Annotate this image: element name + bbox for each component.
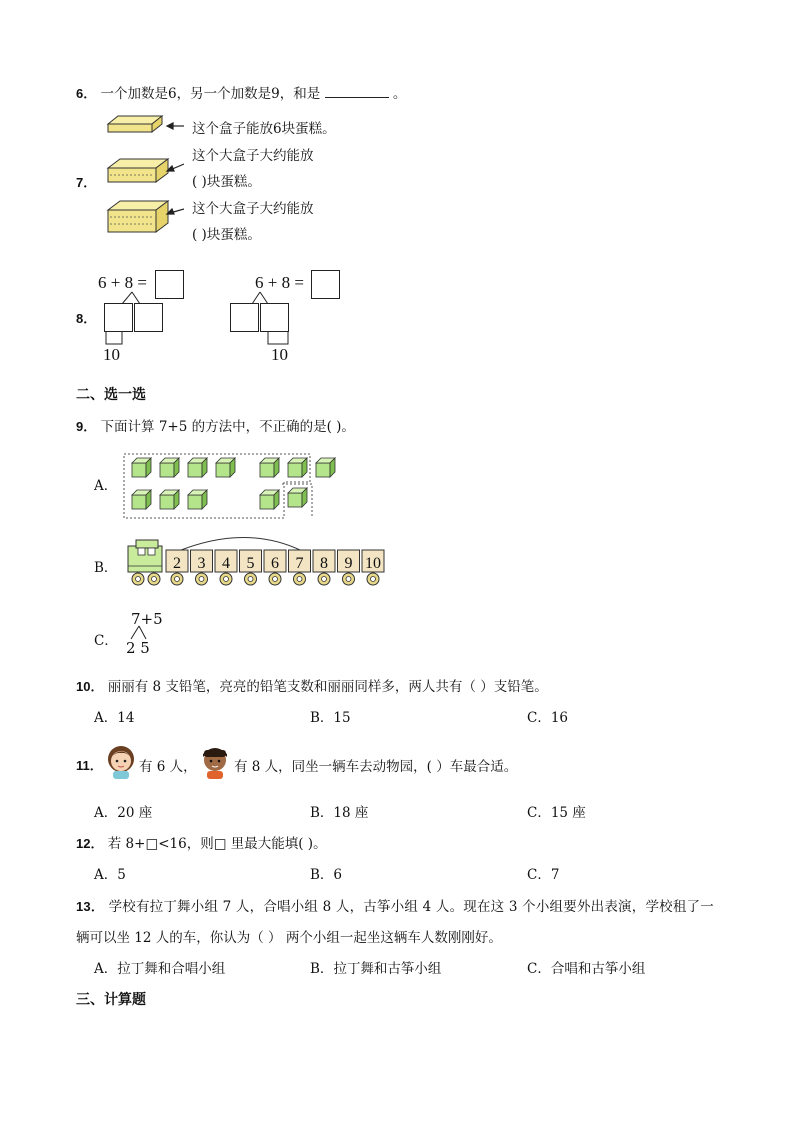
box-medium-label: 这个大盒子大约能放 bbox=[192, 148, 314, 164]
ten-label-left: 10 bbox=[103, 345, 120, 364]
question-number: 13． bbox=[76, 899, 105, 914]
split-box-left-2[interactable] bbox=[134, 303, 163, 332]
equation-right: 6 + 8 = bbox=[255, 273, 304, 292]
q10-option-a[interactable]: A．14 bbox=[94, 710, 135, 726]
question-tail: 。 bbox=[392, 86, 407, 102]
cube-icon bbox=[160, 458, 179, 477]
question-text: 下面计算 7+5 的方法中，不正确的是( )。 bbox=[100, 419, 355, 435]
box-big-label: 这个大盒子大约能放 bbox=[192, 201, 314, 217]
equation-left: 6 + 8 = bbox=[98, 273, 147, 292]
option-c-label[interactable]: C． bbox=[94, 633, 118, 649]
answer-blank[interactable] bbox=[325, 85, 389, 98]
question-9 bbox=[76, 415, 355, 435]
train-car-number: 10 bbox=[365, 555, 381, 572]
cube-icon bbox=[288, 488, 307, 507]
question-text: 学校有拉丁舞小组 7 人，合唱小组 8 人，古筝小组 4 人。现在这 3 个小组要外出表演，学校租了一 bbox=[108, 899, 714, 915]
engine-cab bbox=[136, 540, 158, 548]
girl-icon bbox=[104, 742, 138, 780]
train-car-number: 3 bbox=[197, 555, 206, 572]
q11-text-part1: 有 6 人， bbox=[139, 759, 197, 775]
option-b-label[interactable]: B． bbox=[94, 560, 118, 576]
option-a-label[interactable]: A． bbox=[94, 478, 118, 494]
train-car-number: 7 bbox=[295, 555, 304, 572]
train-car-number: 5 bbox=[246, 555, 255, 572]
q10-option-c[interactable]: C．16 bbox=[527, 710, 569, 726]
cube-icon bbox=[288, 458, 307, 477]
cube-icon bbox=[260, 490, 279, 509]
split-parts: 2 5 bbox=[126, 639, 150, 657]
question-number: 6． bbox=[76, 86, 97, 101]
big-box-icon bbox=[108, 201, 168, 232]
box-small-label: 这个盒子能放6块蛋糕。 bbox=[192, 121, 336, 137]
cake-boxes-illustration bbox=[104, 112, 184, 247]
section-2-title: 二、选一选 bbox=[76, 387, 146, 403]
train-car-number: 2 bbox=[173, 555, 181, 572]
split-box-left-1[interactable] bbox=[104, 303, 133, 332]
cube-icon bbox=[216, 458, 235, 477]
small-box-icon bbox=[108, 116, 162, 132]
question-12 bbox=[76, 832, 327, 852]
question-number: 12． bbox=[76, 836, 104, 851]
section-3-title: 三、计算题 bbox=[76, 992, 146, 1008]
train-car-number: 9 bbox=[344, 555, 353, 572]
q13-option-c[interactable]: C．合唱和古筝小组 bbox=[527, 961, 646, 977]
train-car-number: 4 bbox=[222, 555, 230, 572]
question-text: 若 8+□<16，则□ 里最大能填( )。 bbox=[107, 836, 327, 852]
medium-box-icon bbox=[108, 159, 168, 182]
cubes-illustration bbox=[120, 450, 350, 522]
q11-text-part2: 有 8 人，同坐一辆车去动物园，( ）车最合适。 bbox=[234, 759, 518, 775]
q11-option-a[interactable]: A．20 座 bbox=[94, 805, 153, 821]
cube-icon bbox=[132, 490, 151, 509]
engine-window bbox=[148, 548, 155, 555]
q11-option-b[interactable]: B．18 座 bbox=[310, 805, 369, 821]
q11-option-c[interactable]: C．15 座 bbox=[527, 805, 586, 821]
question-13-line-1 bbox=[76, 895, 714, 915]
train-car-number: 8 bbox=[320, 555, 328, 572]
engine-window bbox=[138, 548, 145, 555]
split-box-right-1[interactable] bbox=[230, 303, 259, 332]
box-medium-answer[interactable]: ( )块蛋糕。 bbox=[192, 174, 261, 190]
q12-option-b[interactable]: B．6 bbox=[310, 867, 343, 883]
answer-box-right[interactable] bbox=[311, 270, 340, 299]
train-illustration bbox=[124, 530, 386, 590]
question-7-number: 7． bbox=[76, 175, 97, 190]
question-11-number: 11． bbox=[76, 758, 103, 773]
cube-icon bbox=[316, 458, 335, 477]
ten-label-right: 10 bbox=[271, 345, 288, 364]
split-box-right-2[interactable] bbox=[260, 303, 289, 332]
train-car-number: 6 bbox=[271, 555, 279, 572]
question-number: 10． bbox=[76, 679, 104, 694]
question-number: 9． bbox=[76, 419, 97, 434]
question-13-line-2: 辆可以坐 12 人的车，你认为（ ） 两个小组一起坐这辆车人数刚刚好。 bbox=[76, 930, 502, 946]
cube-icon bbox=[160, 490, 179, 509]
boy-icon bbox=[198, 742, 232, 780]
box-big-answer[interactable]: ( )块蛋糕。 bbox=[192, 227, 261, 243]
question-8-number: 8． bbox=[76, 311, 97, 326]
question-6 bbox=[76, 82, 406, 102]
q12-option-a[interactable]: A．5 bbox=[94, 867, 126, 883]
split-expression: 7+5 bbox=[131, 610, 163, 628]
q13-option-a[interactable]: A．拉丁舞和合唱小组 bbox=[94, 961, 226, 977]
cube-icon bbox=[132, 458, 151, 477]
cube-icon bbox=[260, 458, 279, 477]
question-10 bbox=[76, 675, 548, 695]
cube-icon bbox=[188, 458, 207, 477]
question-text: 丽丽有 8 支铅笔，亮亮的铅笔支数和丽丽同样多，两人共有（ ）支铅笔。 bbox=[107, 679, 548, 695]
cube-icon bbox=[188, 490, 207, 509]
q13-option-b[interactable]: B．拉丁舞和古筝小组 bbox=[310, 961, 442, 977]
question-text: 一个加数是6，另一个加数是9，和是 bbox=[100, 86, 321, 102]
q10-option-b[interactable]: B．15 bbox=[310, 710, 351, 726]
q12-option-c[interactable]: C．7 bbox=[527, 867, 560, 883]
